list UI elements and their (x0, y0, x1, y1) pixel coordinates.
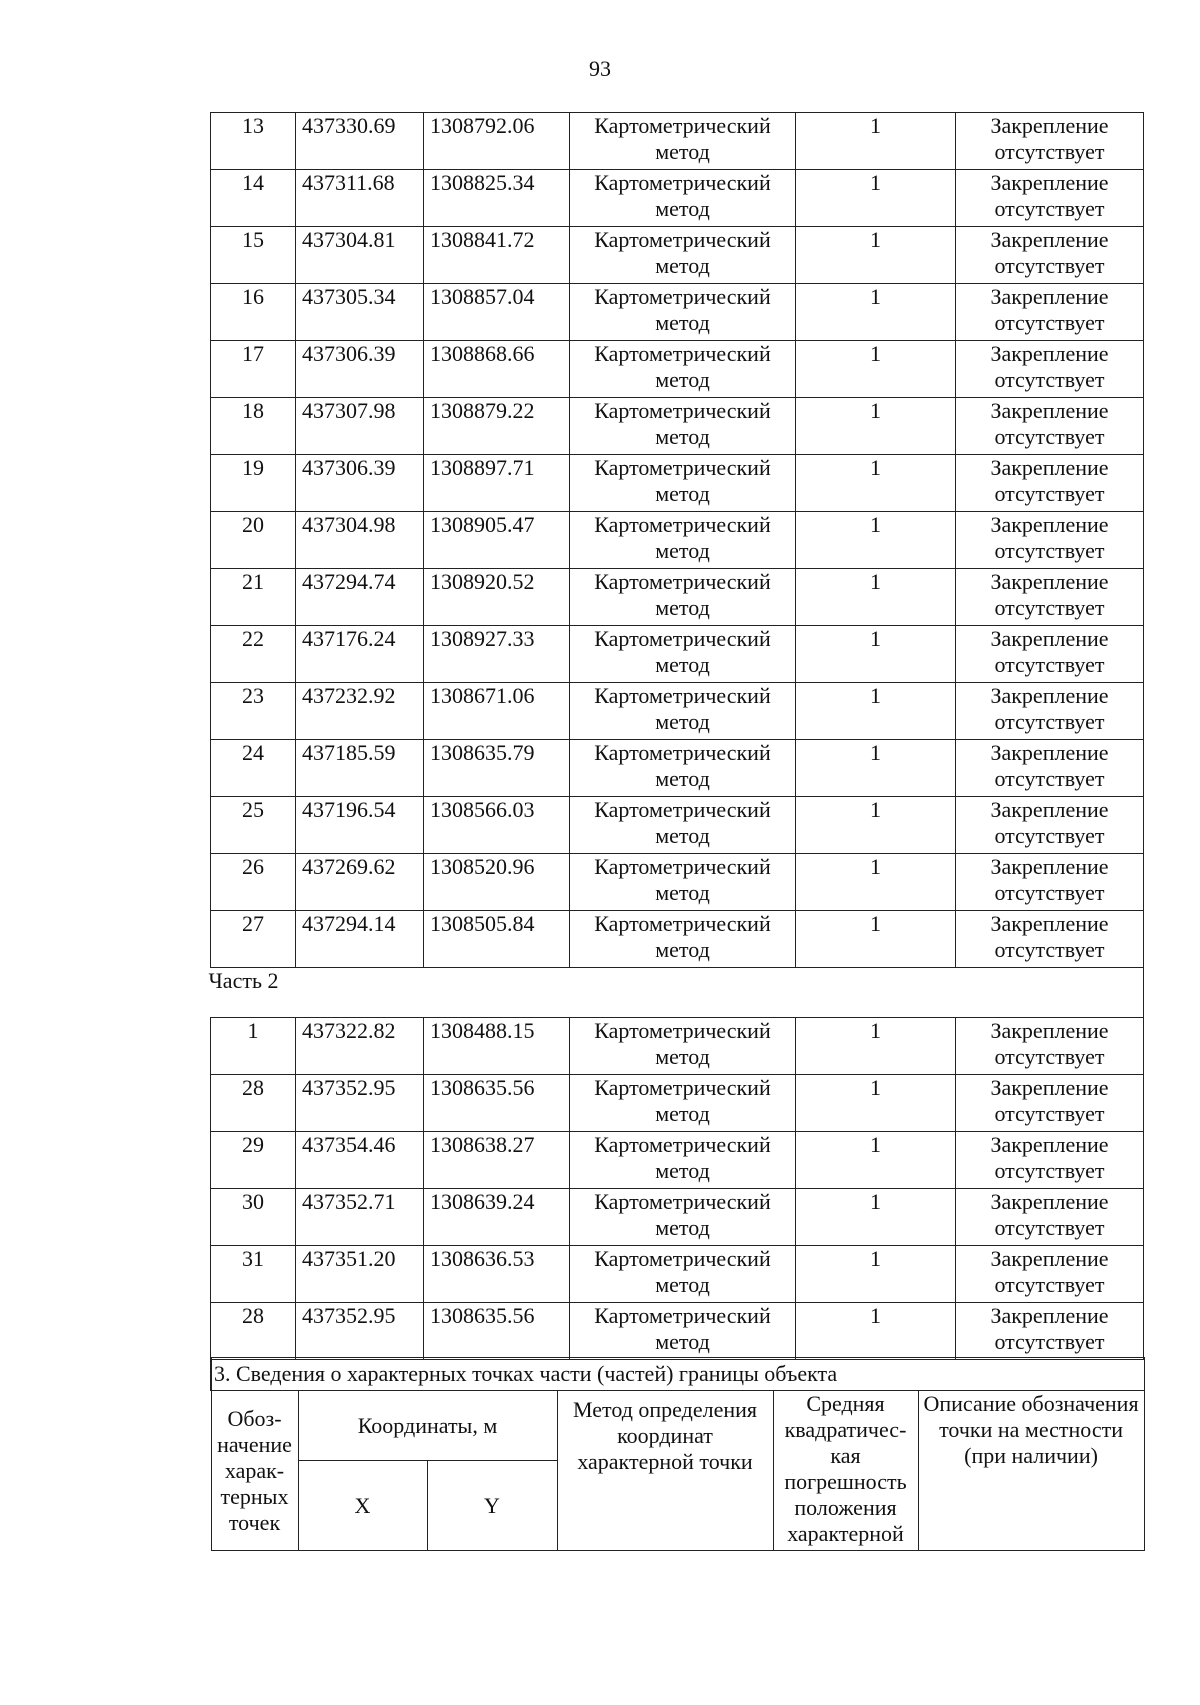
accuracy-cell: 1 (796, 1075, 956, 1132)
point-number: 22 (211, 626, 296, 683)
coord-y: 1308879.22 (424, 398, 570, 455)
point-number: 21 (211, 569, 296, 626)
method-cell: Картометрический метод (570, 854, 796, 911)
accuracy-cell: 1 (796, 740, 956, 797)
table-row (211, 1189, 1144, 1246)
accuracy-cell: 1 (796, 512, 956, 569)
section3-table (210, 1357, 1145, 1551)
header-coordinates: Координаты, м (298, 1391, 557, 1461)
method-cell: Картометрический метод (570, 911, 796, 968)
coord-y: 1308927.33 (424, 626, 570, 683)
coord-x: 437322.82 (296, 1018, 424, 1075)
accuracy-cell: 1 (796, 1018, 956, 1075)
point-number: 30 (211, 1189, 296, 1246)
description-cell: Закрепление отсутствует (956, 569, 1144, 626)
accuracy-cell: 1 (796, 854, 956, 911)
part-label: Часть 2 (208, 968, 279, 993)
coord-x: 437304.98 (296, 512, 424, 569)
description-cell: Закрепление отсутствует (956, 284, 1144, 341)
coord-x: 437304.81 (296, 227, 424, 284)
header-x: X (298, 1461, 427, 1551)
coord-x: 437306.39 (296, 341, 424, 398)
method-cell: Картометрический метод (570, 740, 796, 797)
method-cell: Картометрический метод (570, 284, 796, 341)
coord-y: 1308857.04 (424, 284, 570, 341)
point-number: 27 (211, 911, 296, 968)
method-cell: Картометрический метод (570, 797, 796, 854)
description-cell: Закрепление отсутствует (956, 398, 1144, 455)
accuracy-cell: 1 (796, 569, 956, 626)
table-row (211, 398, 1144, 455)
description-cell: Закрепление отсутствует (956, 1246, 1144, 1303)
coord-x: 437306.39 (296, 455, 424, 512)
table-row (211, 797, 1144, 854)
table-row (211, 911, 1144, 968)
method-cell: Картометрический метод (570, 512, 796, 569)
coord-y: 1308638.27 (424, 1132, 570, 1189)
description-cell: Закрепление отсутствует (956, 170, 1144, 227)
coord-y: 1308636.53 (424, 1246, 570, 1303)
coord-y: 1308505.84 (424, 911, 570, 968)
point-number: 18 (211, 398, 296, 455)
coord-y: 1308566.03 (424, 797, 570, 854)
method-cell: Картометрический метод (570, 113, 796, 170)
point-number: 26 (211, 854, 296, 911)
coord-y: 1308635.79 (424, 740, 570, 797)
description-cell: Закрепление отсутствует (956, 512, 1144, 569)
coord-y: 1308671.06 (424, 683, 570, 740)
coord-x: 437351.20 (296, 1246, 424, 1303)
method-cell: Картометрический метод (570, 398, 796, 455)
coord-y: 1308897.71 (424, 455, 570, 512)
method-cell: Картометрический метод (570, 1246, 796, 1303)
table-row (211, 113, 1144, 170)
accuracy-cell: 1 (796, 1189, 956, 1246)
coord-x: 437307.98 (296, 398, 424, 455)
description-cell: Закрепление отсутствует (956, 341, 1144, 398)
point-number: 13 (211, 113, 296, 170)
coord-x: 437176.24 (296, 626, 424, 683)
table-row (211, 512, 1144, 569)
description-cell: Закрепление отсутствует (956, 227, 1144, 284)
accuracy-cell: 1 (796, 227, 956, 284)
coordinates-table-body (208, 113, 1144, 1360)
coord-y: 1308825.34 (424, 170, 570, 227)
method-cell: Картометрический метод (570, 683, 796, 740)
coord-x: 437294.74 (296, 569, 424, 626)
description-cell: Закрепление отсутствует (956, 113, 1144, 170)
coord-x: 437352.95 (296, 1303, 424, 1360)
method-cell: Картометрический метод (570, 170, 796, 227)
accuracy-cell: 1 (796, 398, 956, 455)
accuracy-cell: 1 (796, 455, 956, 512)
coord-x: 437305.34 (296, 284, 424, 341)
point-number: 15 (211, 227, 296, 284)
coord-y: 1308841.72 (424, 227, 570, 284)
accuracy-cell: 1 (796, 797, 956, 854)
point-number: 1 (211, 1018, 296, 1075)
coord-y: 1308868.66 (424, 341, 570, 398)
coord-x: 437352.95 (296, 1075, 424, 1132)
table-row (211, 1018, 1144, 1075)
method-cell: Картометрический метод (570, 227, 796, 284)
accuracy-cell: 1 (796, 170, 956, 227)
coord-x: 437354.46 (296, 1132, 424, 1189)
description-cell: Закрепление отсутствует (956, 797, 1144, 854)
header-y: Y (427, 1461, 557, 1551)
accuracy-cell: 1 (796, 1132, 956, 1189)
table-row (211, 341, 1144, 398)
description-cell: Закрепление отсутствует (956, 1018, 1144, 1075)
page-number: 93 (589, 56, 611, 81)
part-label-cell (208, 968, 1144, 1018)
accuracy-cell: 1 (796, 683, 956, 740)
description-cell: Закрепление отсутствует (956, 1132, 1144, 1189)
coordinates-table (210, 112, 1144, 1360)
point-number: 31 (211, 1246, 296, 1303)
coord-y: 1308520.96 (424, 854, 570, 911)
table-row (211, 569, 1144, 626)
table-row (211, 740, 1144, 797)
coord-y: 1308920.52 (424, 569, 570, 626)
description-cell: Закрепление отсутствует (956, 1189, 1144, 1246)
accuracy-cell: 1 (796, 626, 956, 683)
coord-y: 1308905.47 (424, 512, 570, 569)
point-number: 23 (211, 683, 296, 740)
accuracy-cell: 1 (796, 113, 956, 170)
coord-x: 437232.92 (296, 683, 424, 740)
accuracy-cell: 1 (796, 1246, 956, 1303)
coord-x: 437330.69 (296, 113, 424, 170)
header-method: Метод определения координат характерной точки (557, 1391, 773, 1551)
point-number: 29 (211, 1132, 296, 1189)
header-description: Описание обозначения точки на местности (при наличии) (918, 1391, 1144, 1551)
coord-x: 437294.14 (296, 911, 424, 968)
description-cell: Закрепление отсутствует (956, 911, 1144, 968)
point-number: 28 (211, 1075, 296, 1132)
point-number: 19 (211, 455, 296, 512)
description-cell: Закрепление отсутствует (956, 740, 1144, 797)
method-cell: Картометрический метод (570, 455, 796, 512)
accuracy-cell: 1 (796, 341, 956, 398)
method-cell: Картометрический метод (570, 569, 796, 626)
table-row (211, 1303, 1144, 1360)
coord-y: 1308488.15 (424, 1018, 570, 1075)
coord-x: 437196.54 (296, 797, 424, 854)
method-cell: Картометрический метод (570, 1189, 796, 1246)
method-cell: Картометрический метод (570, 626, 796, 683)
point-number: 25 (211, 797, 296, 854)
point-number: 20 (211, 512, 296, 569)
part-divider-row (211, 968, 1144, 1018)
description-cell: Закрепление отсутствует (956, 683, 1144, 740)
table-row (211, 1132, 1144, 1189)
point-number: 14 (211, 170, 296, 227)
table-row (211, 1246, 1144, 1303)
accuracy-cell: 1 (796, 911, 956, 968)
header-accuracy: Средняя квадратичес-кая погрешность положения характерной (773, 1391, 918, 1551)
coord-y: 1308792.06 (424, 113, 570, 170)
description-cell: Закрепление отсутствует (956, 854, 1144, 911)
method-cell: Картометрический метод (570, 1075, 796, 1132)
coord-x: 437352.71 (296, 1189, 424, 1246)
coord-x: 437269.62 (296, 854, 424, 911)
coord-x: 437311.68 (296, 170, 424, 227)
accuracy-cell: 1 (796, 284, 956, 341)
table-row (211, 284, 1144, 341)
accuracy-cell: 1 (796, 1303, 956, 1360)
table-row (211, 626, 1144, 683)
table-row (211, 683, 1144, 740)
table-row (211, 854, 1144, 911)
method-cell: Картометрический метод (570, 1132, 796, 1189)
method-cell: Картометрический метод (570, 1018, 796, 1075)
coord-y: 1308635.56 (424, 1075, 570, 1132)
description-cell: Закрепление отсутствует (956, 1075, 1144, 1132)
description-cell: Закрепление отсутствует (956, 455, 1144, 512)
section3-title: 3. Сведения о характерных точках части (частей) границы объекта (211, 1358, 1144, 1391)
point-number: 28 (211, 1303, 296, 1360)
table-row (211, 455, 1144, 512)
point-number: 16 (211, 284, 296, 341)
coord-y: 1308635.56 (424, 1303, 570, 1360)
description-cell: Закрепление отсутствует (956, 626, 1144, 683)
table-row (211, 1075, 1144, 1132)
table-row (211, 227, 1144, 284)
description-cell: Закрепление отсутствует (956, 1303, 1144, 1360)
header-designation: Обоз-начение харак-терных точек (211, 1391, 298, 1551)
coord-x: 437185.59 (296, 740, 424, 797)
method-cell: Картометрический метод (570, 341, 796, 398)
table-row (211, 170, 1144, 227)
point-number: 17 (211, 341, 296, 398)
method-cell: Картометрический метод (570, 1303, 796, 1360)
coord-y: 1308639.24 (424, 1189, 570, 1246)
point-number: 24 (211, 740, 296, 797)
